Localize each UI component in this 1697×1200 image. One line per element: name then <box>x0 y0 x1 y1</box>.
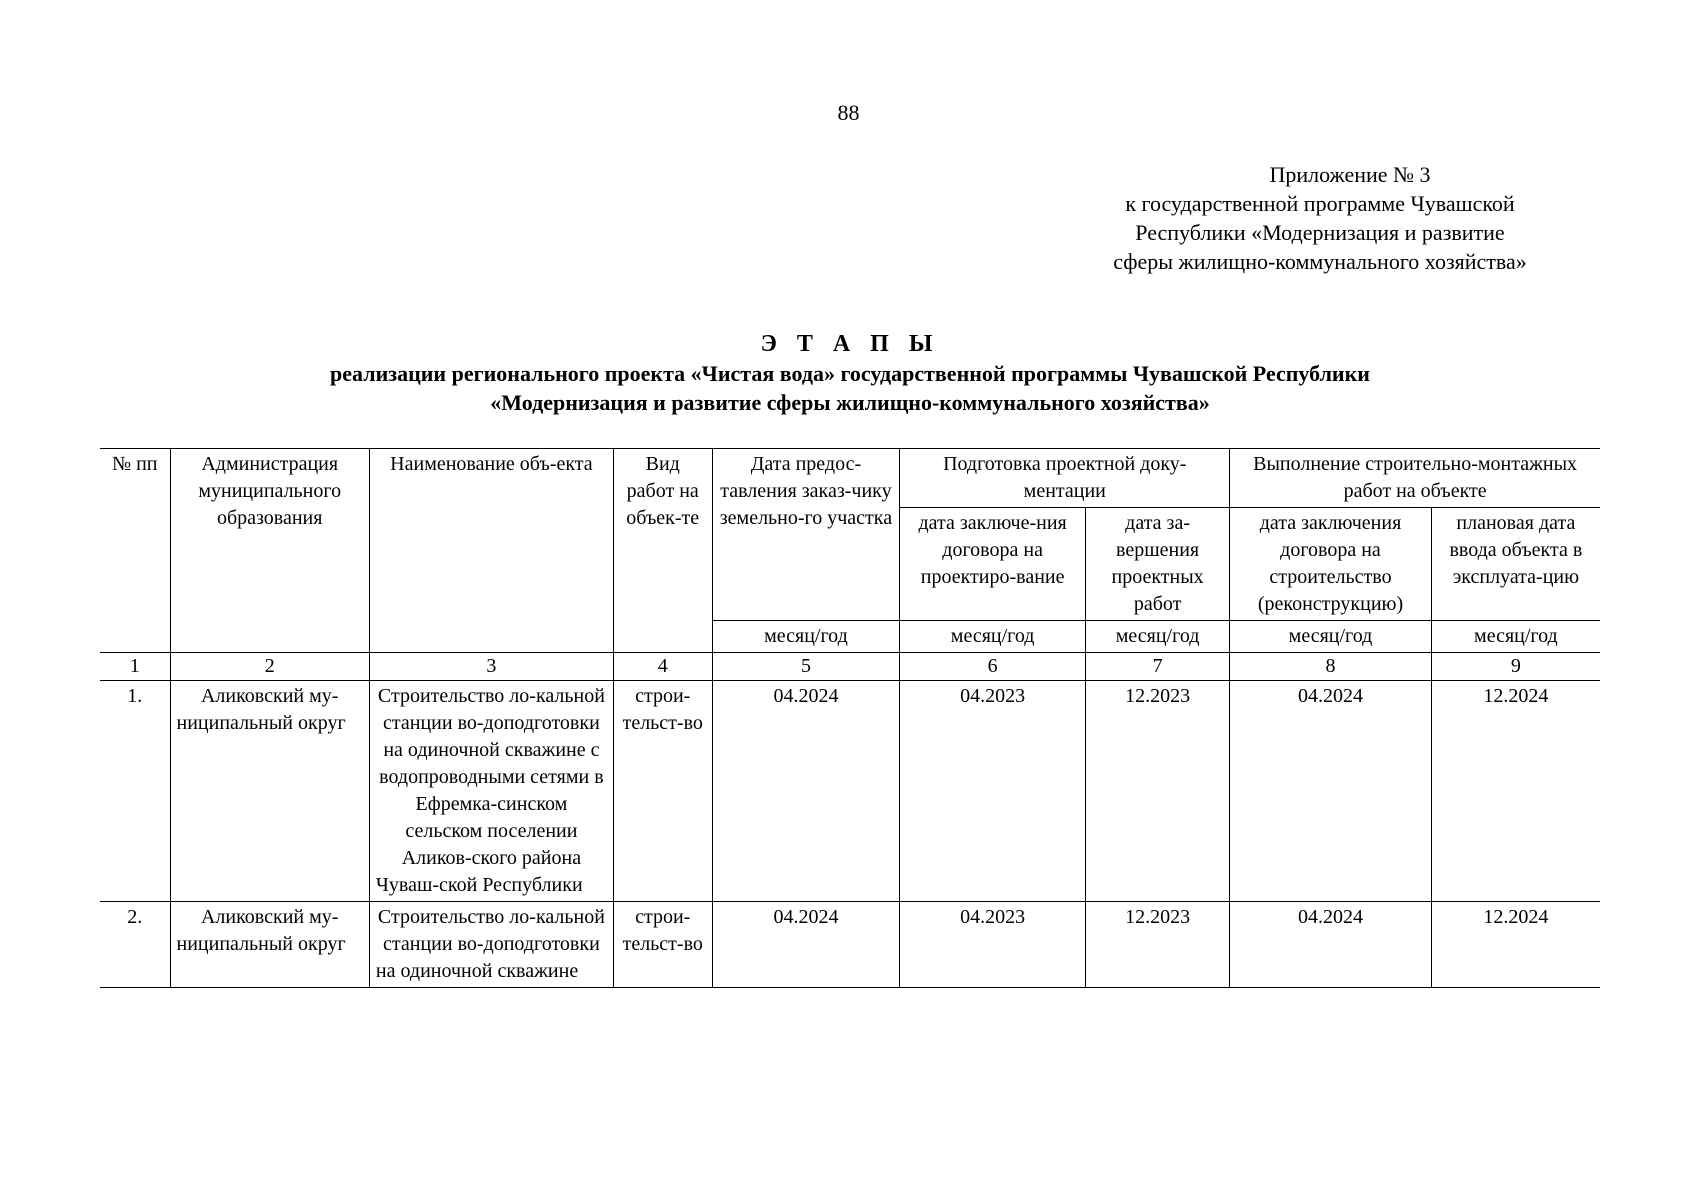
header-design-group: Подготовка проектной доку-ментации <box>900 449 1230 508</box>
appendix-line-2: к государственной программе Чувашской <box>1125 191 1515 216</box>
header-unit-7: месяц/год <box>1085 621 1229 653</box>
document-title <box>100 330 1600 417</box>
header-object-name: Наименование объ-екта <box>369 449 613 653</box>
row-build-contract: 04.2024 <box>1230 681 1432 902</box>
row-design-end: 12.2023 <box>1085 681 1229 902</box>
row-number: 2. <box>100 902 170 988</box>
row-design-end: 12.2023 <box>1085 902 1229 988</box>
table-row <box>100 902 1600 988</box>
column-number: 2 <box>170 653 369 681</box>
row-object-name: Строительство ло-кальной станции во-доподготовки на одиночной скважине <box>369 902 613 988</box>
row-work-type: строи-тельст-во <box>613 681 712 902</box>
page-number: 88 <box>837 100 860 125</box>
column-number: 7 <box>1085 653 1229 681</box>
row-work-type: строи-тельст-во <box>613 902 712 988</box>
title-line-2: «Модернизация и развитие сферы жилищно-коммунального хозяйства» <box>490 390 1210 415</box>
row-number: 1. <box>100 681 170 902</box>
header-design-end: дата за-вершения проектных работ <box>1085 508 1229 621</box>
column-number: 8 <box>1230 653 1432 681</box>
row-design-contract: 04.2023 <box>900 902 1086 988</box>
header-design-contract: дата заключе-ния договора на проектиро-вание <box>900 508 1086 621</box>
row-land-date: 04.2024 <box>712 902 900 988</box>
header-construction-group: Выполнение строительно-монтажных работ на объекте <box>1230 449 1600 508</box>
row-build-contract: 04.2024 <box>1230 902 1432 988</box>
header-unit-9: месяц/год <box>1431 621 1600 653</box>
row-commission-date: 12.2024 <box>1431 902 1600 988</box>
header-work-type: Вид работ на объек-те <box>613 449 712 653</box>
appendix-line-4: сферы жилищно-коммунального хозяйства» <box>1113 249 1527 274</box>
row-administration: Аликовский му-ниципальный округ <box>170 902 369 988</box>
header-commission-date: плановая дата ввода объекта в эксплуата-цию <box>1431 508 1600 621</box>
appendix-line-3: Республики «Модернизация и развитие <box>1135 220 1505 245</box>
header-number: № пп <box>100 449 170 653</box>
header-build-contract: дата заключения договора на строительство (реконструкцию) <box>1230 508 1432 621</box>
column-number-row <box>100 653 1600 681</box>
column-number: 5 <box>712 653 900 681</box>
row-administration: Аликовский му-ниципальный округ <box>170 681 369 902</box>
header-unit-8: месяц/год <box>1230 621 1432 653</box>
column-number: 4 <box>613 653 712 681</box>
title-line-1: реализации регионального проекта «Чистая вода» государственной программы Чувашской Республики <box>330 361 1370 386</box>
row-commission-date: 12.2024 <box>1431 681 1600 902</box>
column-number: 3 <box>369 653 613 681</box>
table-row <box>100 681 1600 902</box>
stages-table <box>100 448 1600 988</box>
header-land-date: Дата предос-тавления заказ-чику земельно-го участка <box>712 449 900 621</box>
row-land-date: 04.2024 <box>712 681 900 902</box>
appendix-line-1: Приложение № 3 <box>1269 162 1431 187</box>
column-number: 9 <box>1431 653 1600 681</box>
column-number: 6 <box>900 653 1086 681</box>
header-unit-6: месяц/год <box>900 621 1086 653</box>
column-number: 1 <box>100 653 170 681</box>
row-design-contract: 04.2023 <box>900 681 1086 902</box>
row-object-name: Строительство ло-кальной станции во-доподготовки на одиночной скважине с водопроводными сетями в Ефремка-синском сельском поселении Аликов-ского района Чуваш-ской Республики <box>369 681 613 902</box>
header-unit-5: месяц/год <box>712 621 900 653</box>
appendix-block <box>1040 160 1600 276</box>
title-heading: Э Т А П Ы <box>760 331 940 357</box>
header-administration: Администрация муниципального образования <box>170 449 369 653</box>
